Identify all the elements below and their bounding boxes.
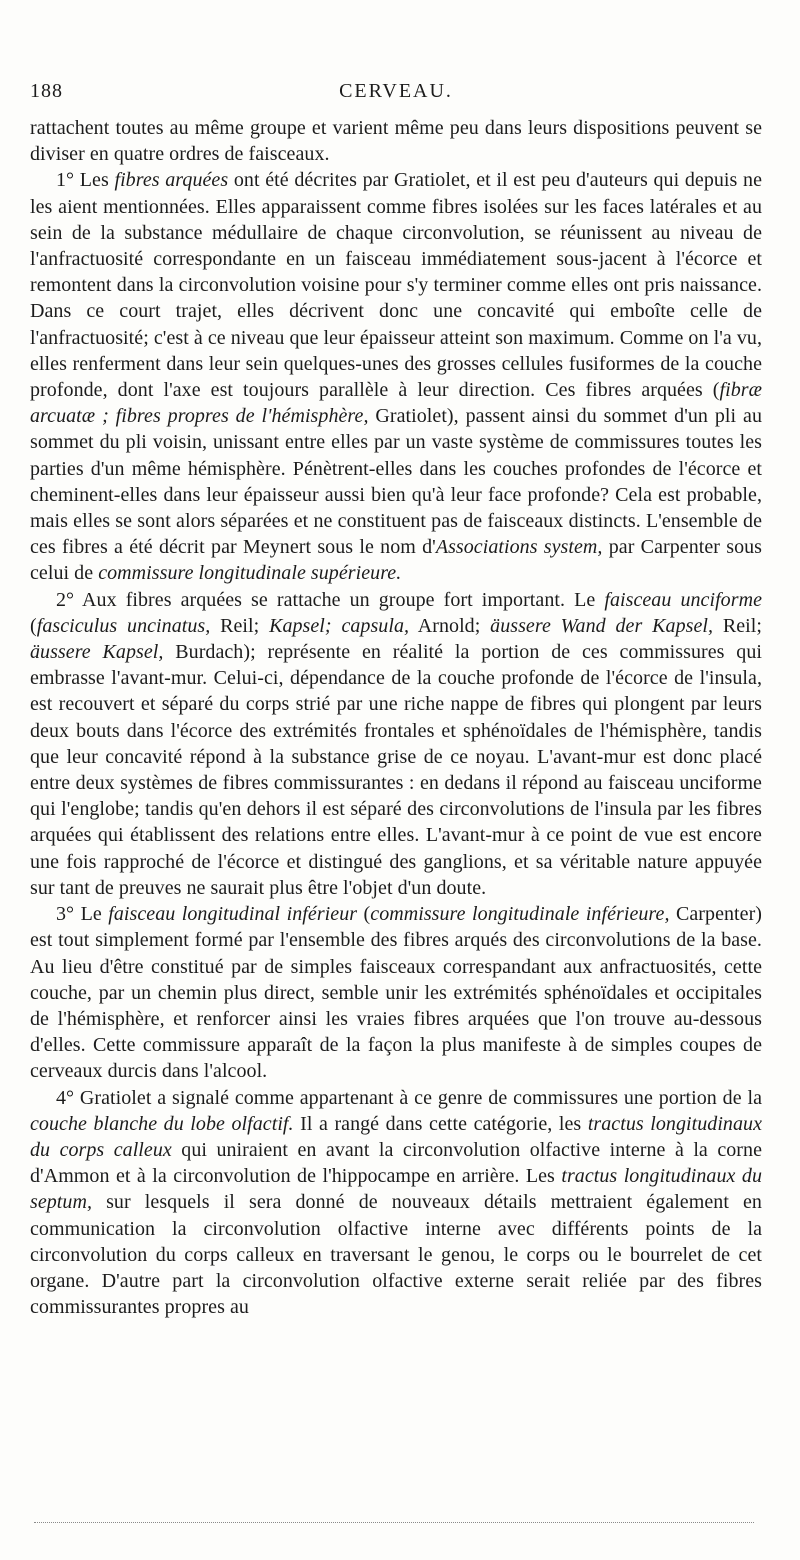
- text-run: 3° Le: [56, 903, 109, 926]
- paragraph: [30, 167, 762, 586]
- italic-term: äussere Wand der Kapsel,: [490, 614, 714, 637]
- text-run: Carpenter) est tout simplement formé par l'ensemble des fibres arqués des circonvolutions de la base. Au lieu d'être constitué par de simples faisceaux correspandant aux anfractuosités, cette couche, par un chemin plus direct, semble unir les extrémités sphénoïdales et occipitales de l'hémisphère, et renforcer ainsi les vraies fibres arquées que l'on trouve au-dessous d'elles. Cette commissure apparaît de la façon la plus manifeste à de simples coupes de cerveaux durcis dans l'alcool.: [30, 903, 762, 1083]
- running-head: CERVEAU.: [339, 80, 453, 102]
- italic-term: faisceau longitudinal inférieur: [108, 903, 358, 926]
- paragraph: [30, 115, 762, 167]
- text-run: 1° Les: [56, 169, 115, 192]
- italic-term: fasciculus uncinatus,: [36, 614, 211, 637]
- text-run: Reil;: [713, 614, 762, 637]
- paragraph: [30, 901, 762, 1084]
- page-header: [30, 80, 762, 108]
- text-run: Reil;: [210, 614, 270, 637]
- italic-term: fibræ arcuatæ ; fibres propres de l'hémisphère,: [30, 379, 762, 428]
- text-run: Il a rangé dans cette catégorie, les: [293, 1112, 588, 1135]
- paragraph: [30, 587, 762, 901]
- italic-term: Associations system,: [435, 536, 603, 559]
- footer-dotted-rule: [34, 1522, 754, 1523]
- text-run: sur lesquels il sera donné de nouveaux détails mettraient également en communication la circonvolution olfactive interne avec différents points de la circonvolution du corps calleux en traversant le genou, le corps ou le bourrelet de cet organe. D'autre part la circonvolution olfactive externe serait reliée par des fibres commissurantes propres au: [30, 1191, 762, 1319]
- body-text: [30, 115, 762, 1320]
- text-run: (: [357, 903, 371, 926]
- text-run: rattachent toutes au même groupe et varient même peu dans leurs dispositions peuvent se diviser en quatre ordres de faisceaux.: [30, 117, 762, 166]
- text-run: qui uniraient en avant la circonvolution olfactive interne à la corne d'Ammon et à la circonvolution de l'hippocampe en arrière. Les: [30, 1138, 762, 1188]
- page-number: 188: [30, 80, 63, 102]
- text-run: Burdach); représente en réalité la portion de ces commissures qui embrasse l'avant-mur. Celui-ci, dépendance de la couche profonde de l'écorce de l'insula, est recouvert et séparé du corps strié par une riche nappe de fibres qui plongent par leurs deux bouts dans l'écorce des extrémités frontales et sphénoïdales de l'hémisphère, tandis que leur concavité répond à la substance grise de ce noyau. L'avant-mur est donc placé entre deux systèmes de fibres commissurantes : en dedans il répond au faisceau unciforme qui l'englobe; tandis qu'en dehors il est séparé des circonvolutions de l'insula par les fibres arquées qui établissent des relations entre elles. L'avant-mur à ce point de vue est encore une fois rapproché de l'écorce et distingué des ganglions, et sa véritable nature appuyée sur tant de preuves ne saurait plus être l'objet d'un doute.: [30, 641, 762, 899]
- italic-term: couche blanche du lobe olfactif.: [30, 1112, 294, 1135]
- text-run: (: [30, 614, 37, 637]
- text-run: 4° Gratiolet a signalé comme appartenant à ce genre de commissures une portion de la: [56, 1086, 762, 1109]
- text-run: Arnold;: [409, 614, 491, 637]
- text-run: 2° Aux fibres arquées se rattache un groupe fort important. Le: [56, 588, 605, 611]
- paragraph: [30, 1085, 762, 1321]
- italic-term: Kapsel; capsula,: [269, 614, 410, 637]
- italic-term: tractus longitudinaux du septum,: [30, 1165, 762, 1214]
- italic-term: fibres arquées: [114, 169, 229, 192]
- italic-term: faisceau unciforme: [604, 588, 762, 611]
- italic-term: tractus longitudinaux du corps calleux: [30, 1112, 763, 1161]
- text-run: Gratiolet), passent ainsi du sommet d'un pli au sommet du pli voisin, unissant entre elles par un vaste système de commissures toutes les parties d'un même hémisphère. Pénètrent-elles dans les couches profondes de l'écorce et cheminent-elles dans leur épaisseur aussi bien qu'à leur face profonde? Cela est probable, mais elles se sont alors séparées et ne constituent pas de faisceaux distincts. L'ensemble de ces fibres a été décrit par Meynert sous le nom d': [30, 405, 763, 559]
- italic-term: commissure longitudinale inférieure,: [370, 903, 670, 926]
- text-run: ont été décrites par Gratiolet, et il est peu d'auteurs qui depuis ne les aient mentionnées. Elles apparaissent comme fibres isolées sur les faces latérales et au sein de la substance médullaire de chaque circonvolution, se réunissent au niveau de l'anfractuosité correspondante en un faisceau immédiatement sous-jacent à l'écorce et remontent dans la circonvolution voisine pour s'y terminer comme elles ont pris naissance. Dans ce court trajet, elles décrivent donc une concavité qui emboîte celle de l'anfractuosité; c'est à ce niveau que leur épaisseur atteint son maximum. Comme on l'a vu, elles renferment dans leur sein quelques-unes des grosses cellules fusiformes de la couche profonde, dont l'axe est toujours parallèle à leur direction. Ces fibres arquées (: [30, 169, 763, 402]
- italic-term: äussere Kapsel,: [30, 641, 164, 664]
- text-run: par Carpenter sous celui de: [30, 536, 763, 585]
- italic-term: commissure longitudinale supérieure.: [98, 562, 402, 585]
